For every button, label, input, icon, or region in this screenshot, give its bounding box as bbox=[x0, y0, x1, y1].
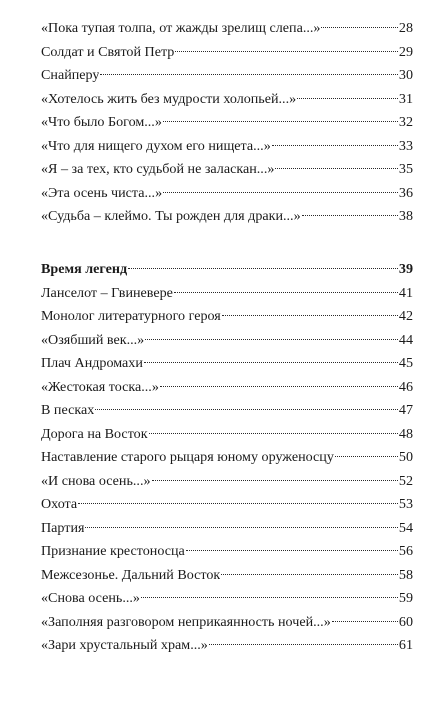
toc-entry-page: 30 bbox=[398, 67, 413, 83]
toc-entry-title: «Эта осень чиста...» bbox=[41, 184, 163, 201]
dot-leader bbox=[332, 621, 398, 622]
toc-entry-title: «Хотелось жить без мудрости холопьей...» bbox=[41, 90, 297, 107]
toc-list-part2 bbox=[41, 258, 413, 658]
toc-entry-title: Дорога на Восток bbox=[41, 425, 148, 442]
toc-entry bbox=[41, 634, 413, 658]
dot-leader bbox=[186, 550, 398, 551]
toc-entry-title: Наставление старого рыцаря юному оруженосцу bbox=[41, 449, 334, 465]
toc-entry-page: 52 bbox=[398, 472, 413, 489]
toc-entry bbox=[41, 352, 413, 376]
toc-entry bbox=[41, 517, 413, 541]
toc-entry bbox=[41, 64, 413, 88]
toc-entry-page: 33 bbox=[398, 137, 413, 154]
toc-entry-title: «Судьба – клеймо. Ты рожден для драки...» bbox=[41, 208, 301, 224]
toc-entry bbox=[41, 376, 413, 400]
toc-entry bbox=[41, 493, 413, 517]
toc-entry-page: 53 bbox=[398, 496, 413, 512]
toc-entry-title: Межсезонье. Дальний Восток bbox=[41, 566, 221, 583]
toc-entry-page: 31 bbox=[398, 90, 413, 107]
dot-leader bbox=[149, 433, 398, 434]
dot-leader bbox=[128, 268, 398, 269]
toc-entry-title: Охота bbox=[41, 496, 78, 512]
toc-entry bbox=[41, 540, 413, 564]
toc-entry bbox=[41, 205, 413, 229]
toc-entry-title: Монолог литературного героя bbox=[41, 308, 221, 324]
toc-entry-page: 38 bbox=[398, 208, 413, 224]
toc-entry-title: «Зари хрустальный храм...» bbox=[41, 637, 208, 653]
toc-entry-title: «Я – за тех, кто судьбой не заласкан...» bbox=[41, 161, 275, 177]
dot-leader bbox=[95, 409, 398, 410]
dot-leader bbox=[175, 51, 398, 52]
toc-entry-page: 54 bbox=[398, 519, 413, 536]
dot-leader bbox=[152, 480, 398, 481]
toc-entry-page: 59 bbox=[398, 590, 413, 606]
toc-list-part1 bbox=[41, 17, 413, 229]
toc-entry-page: 32 bbox=[398, 114, 413, 130]
toc-entry bbox=[41, 305, 413, 329]
dot-leader bbox=[163, 192, 398, 193]
dot-leader bbox=[174, 292, 398, 293]
toc-entry-page: 35 bbox=[398, 161, 413, 177]
toc-entry-page: 42 bbox=[398, 308, 413, 324]
dot-leader bbox=[302, 215, 398, 216]
toc-entry-title: «Что было Богом...» bbox=[41, 114, 162, 130]
toc-entry bbox=[41, 587, 413, 611]
toc-entry bbox=[41, 282, 413, 306]
toc-entry bbox=[41, 423, 413, 447]
toc-entry bbox=[41, 41, 413, 65]
toc-entry-page: 46 bbox=[398, 378, 413, 395]
toc-section-heading bbox=[41, 258, 413, 282]
toc-entry-page: 58 bbox=[398, 566, 413, 583]
toc-entry bbox=[41, 158, 413, 182]
toc-entry bbox=[41, 88, 413, 112]
toc-entry-title: Снайперу bbox=[41, 67, 100, 83]
toc-entry-title: Признание крестоносца bbox=[41, 543, 185, 559]
dot-leader bbox=[145, 339, 398, 340]
toc-entry-page: 29 bbox=[398, 43, 413, 60]
toc-entry bbox=[41, 135, 413, 159]
dot-leader bbox=[144, 362, 398, 363]
toc-entry-page: 41 bbox=[398, 284, 413, 301]
toc-entry-title: «Озябший век...» bbox=[41, 331, 145, 348]
toc-entry-page: 48 bbox=[398, 425, 413, 442]
toc-entry-title: Плач Андромахи bbox=[41, 355, 143, 371]
toc-entry bbox=[41, 17, 413, 41]
dot-leader bbox=[222, 315, 398, 316]
toc-entry-title: «Пока тупая толпа, от жажды зрелищ слепа...» bbox=[41, 20, 321, 36]
dot-leader bbox=[78, 503, 398, 504]
toc-entry-page: 28 bbox=[398, 20, 413, 36]
toc-entry-title: «Снова осень...» bbox=[41, 590, 140, 606]
toc-entry bbox=[41, 111, 413, 135]
dot-leader bbox=[141, 597, 398, 598]
dot-leader bbox=[275, 168, 398, 169]
toc-entry bbox=[41, 399, 413, 423]
dot-leader bbox=[163, 121, 398, 122]
toc-entry-title: «Заполняя разговором неприкаянность ночей...» bbox=[41, 613, 331, 630]
toc-entry-page: 44 bbox=[398, 331, 413, 348]
toc-entry-title: «Жестокая тоска...» bbox=[41, 378, 159, 395]
dot-leader bbox=[160, 386, 398, 387]
dot-leader bbox=[100, 74, 397, 75]
toc-entry-title: Партия bbox=[41, 519, 85, 536]
toc-entry bbox=[41, 564, 413, 588]
toc-entry-page: 47 bbox=[398, 402, 413, 418]
toc-entry-page: 61 bbox=[398, 637, 413, 653]
dot-leader bbox=[335, 456, 398, 457]
toc-entry-title: Солдат и Святой Петр bbox=[41, 43, 175, 60]
dot-leader bbox=[321, 27, 397, 28]
toc-entry-page: 50 bbox=[398, 449, 413, 465]
toc-entry bbox=[41, 329, 413, 353]
toc-entry-title: В песках bbox=[41, 402, 95, 418]
toc-entry-page: 36 bbox=[398, 184, 413, 201]
toc-entry bbox=[41, 446, 413, 470]
toc-entry-page: 56 bbox=[398, 543, 413, 559]
toc-entry-title: Ланселот – Гвиневере bbox=[41, 284, 173, 301]
toc-entry bbox=[41, 182, 413, 206]
toc-entry-title: «И снова осень...» bbox=[41, 472, 151, 489]
dot-leader bbox=[85, 527, 397, 528]
toc-entry bbox=[41, 611, 413, 635]
toc-entry bbox=[41, 470, 413, 494]
dot-leader bbox=[221, 574, 398, 575]
section-title: Время легенд bbox=[41, 261, 128, 277]
dot-leader bbox=[272, 145, 398, 146]
section-page: 39 bbox=[398, 261, 413, 277]
dot-leader bbox=[209, 644, 398, 645]
toc-entry-title: «Что для нищего духом его нищета...» bbox=[41, 137, 271, 154]
toc-entry-page: 60 bbox=[398, 613, 413, 630]
toc-entry-page: 45 bbox=[398, 355, 413, 371]
dot-leader bbox=[297, 98, 398, 99]
